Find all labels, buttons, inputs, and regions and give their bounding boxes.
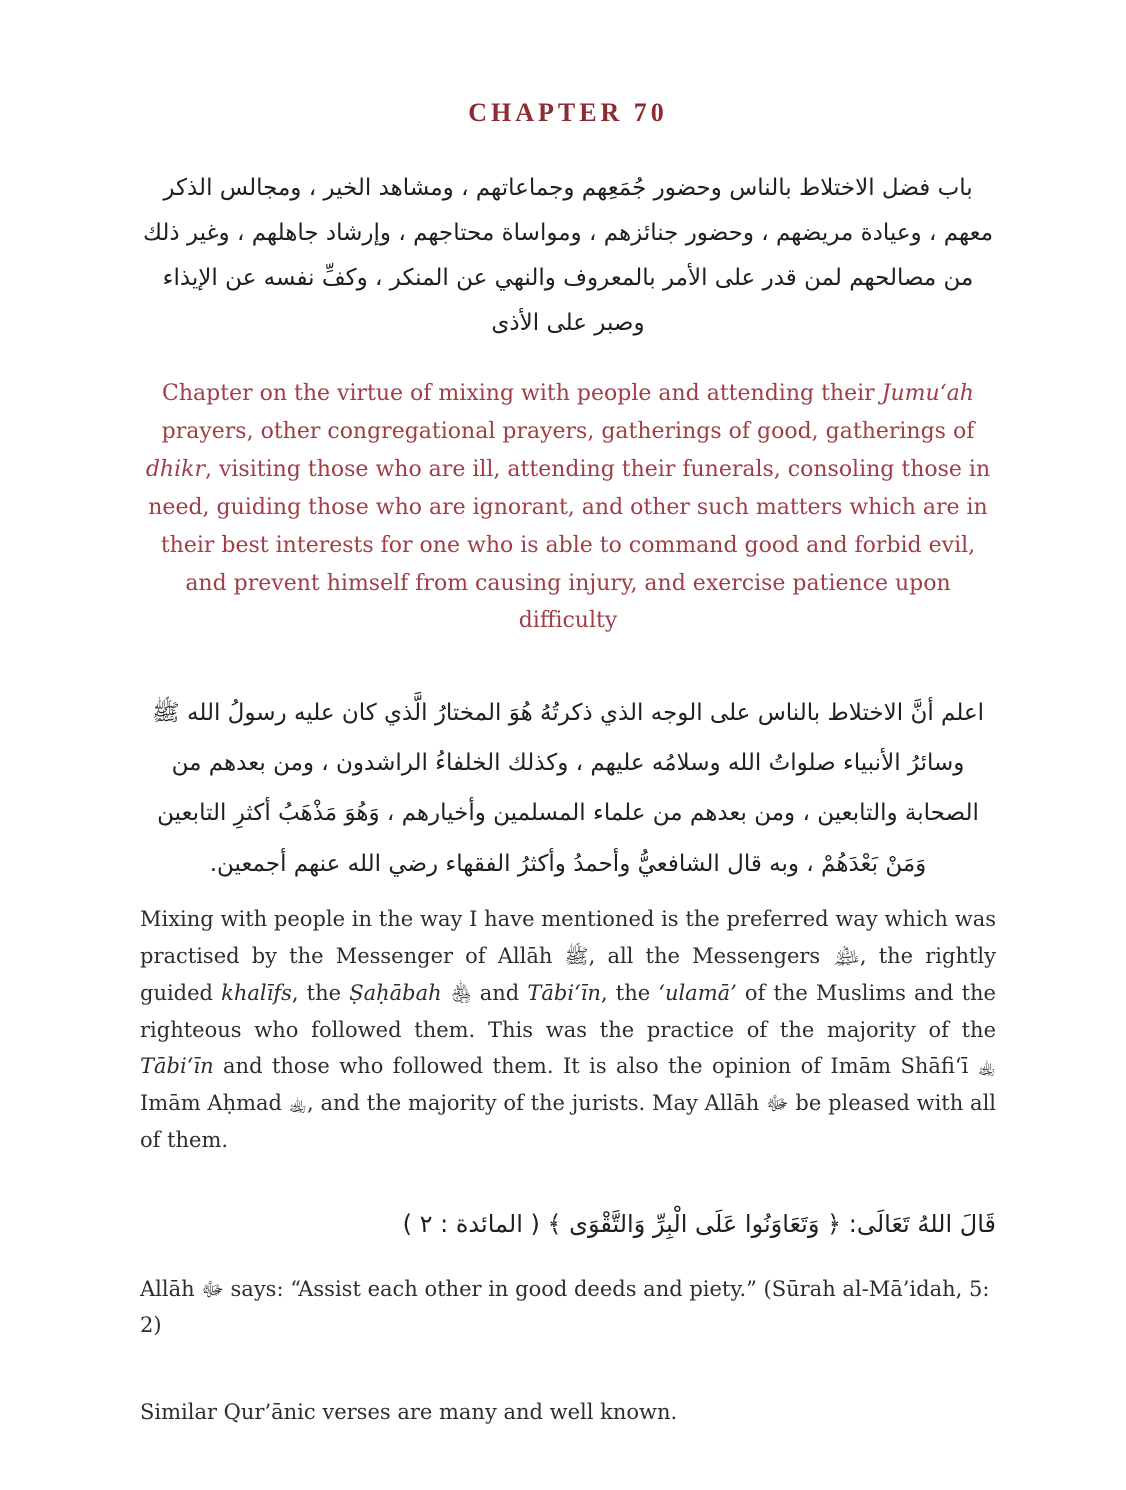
commentary-translation: Mixing with people in the way I have mentioned is the preferred way which was practised by the Messenger of Allāh ﷺ, all the Messengers ﵈, the rightly guided khalīfs, the Ṣaḥābah ﵃ and Tābi‘īn, the ‘ulamā’ of the Muslims and the righteous who followed them. This was the practice of the majority of the Tābi‘īn and those who followed them. It is also the opinion of Imām Shāfi‘ī ﵀ Imām Aḥmad ﵀, and the majority of the jurists. May Allāh ﷻ be pleased with all of them. — [140, 906, 997, 1153]
quran-verse-arabic: قَالَ اللهُ تَعَالَى: ﴿ وَتَعَاوَنُوا عَلَى الْبِرِّ وَالتَّقْوَى ﴾ ( المائدة : ٢ ) — [402, 1210, 996, 1239]
closing-note: Similar Qur’ānic verses are many and well known. — [140, 1400, 678, 1425]
chapter-number-title: CHAPTER 70 — [468, 98, 668, 127]
quran-verse-translation: Allāh ﷻ says: “Assist each other in good deeds and piety.” (Sūrah al-Mā’idah, 5: 2) — [140, 1276, 990, 1338]
chapter-heading-translation: Chapter on the virtue of mixing with people and attending their Jumu‘ah prayers, other congregational prayers, gatherings of good, gatherings of dhikr, visiting those who are ill, attending their funerals, consoling those in need, guiding those who are ignorant, and other such matters which are in their best interests for one who is able to command good and forbid evil, and prevent himself from causing injury, and exercise patience upon difficulty — [145, 381, 991, 634]
arabic-commentary: اعلم أنَّ الاختلاط بالناس على الوجه الذي ذكرتُهُ هُوَ المختارُ الَّذي كان عليه رسولُ الله ﷺ وسائرُ الأنبياء صلواتُ الله وسلامُه عليهم ، وكذلك الخلفاءُ الراشدون ، ومن بعدهم من الصحابة والتابعين ، ومن بعدهم من علماء المسلمين وأخيارهم ، وَهُوَ مَذْهَبُ أكثرِ التابعين وَمَنْ بَعْدَهُمْ ، وبه قال الشافعيُّ وأحمدُ وأكثرُ الفقهاء رضي الله عنهم أجمعين. — [151, 700, 985, 877]
arabic-chapter-heading: باب فضل الاختلاط بالناس وحضور جُمَعِهم وجماعاتهم ، ومشاهد الخير ، ومجالس الذكر معهم ، وعيادة مريضهم ، وحضور جنائزهم ، ومواساة محتاجهم ، وإرشاد جاهلهم ، وغير ذلك من مصالحهم لمن قدر على الأمر بالمعروف والنهي عن المنكر ، وكفِّ نفسه عن الإيذاء وصبر على الأذى — [142, 175, 994, 336]
